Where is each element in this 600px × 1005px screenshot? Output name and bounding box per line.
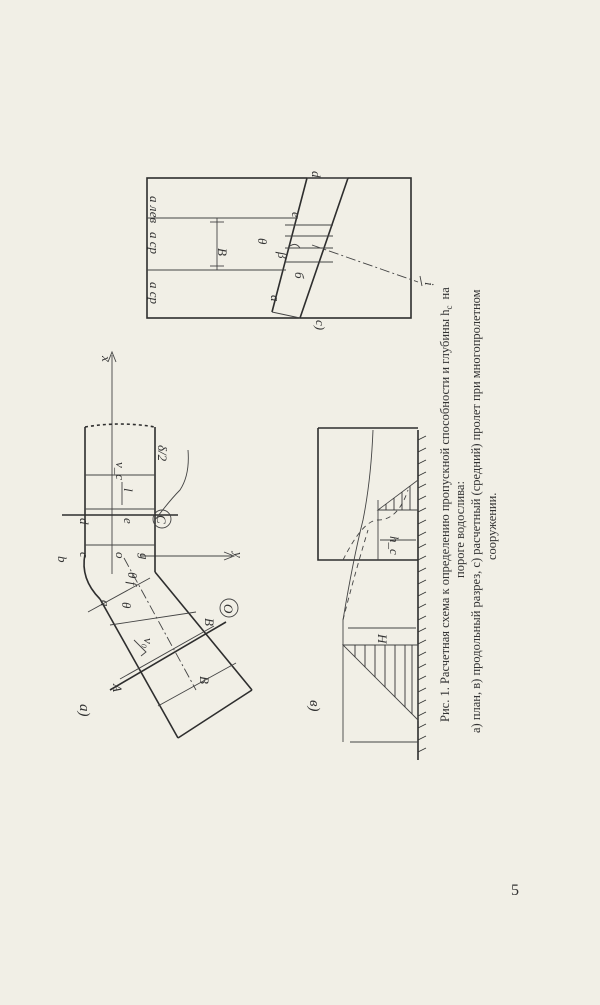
label-B-section: B bbox=[202, 618, 217, 626]
label-l: l bbox=[121, 488, 136, 492]
caption-line-1-text: Рис. 1. Расчетная схема к определению пропускной способности и глубины h bbox=[438, 309, 452, 722]
label-hc: h_c bbox=[387, 536, 402, 555]
label-theta: θ bbox=[255, 238, 270, 245]
label-o: o bbox=[113, 552, 128, 559]
page-number: 5 bbox=[511, 882, 519, 899]
label-d: d bbox=[309, 171, 324, 178]
label-c: c bbox=[77, 552, 92, 558]
label-a-sr-1: a ср bbox=[147, 232, 162, 255]
panel-a bbox=[55, 352, 252, 738]
label-B: B bbox=[215, 248, 230, 256]
panel-c-tag: c) bbox=[313, 320, 328, 331]
label-v0: v₀ bbox=[141, 638, 156, 649]
caption-line-3: а) план, в) продольный разрез, с) расчетный (средний) пролет при многопролетном bbox=[469, 289, 483, 733]
label-theta: θ bbox=[119, 602, 134, 609]
label-a: a bbox=[268, 295, 283, 302]
panel-v bbox=[306, 428, 426, 760]
caption-line-2: пороге водослива: bbox=[453, 481, 467, 578]
section-o-label: O bbox=[221, 604, 236, 614]
label-b: b bbox=[55, 556, 70, 563]
sill-left bbox=[272, 178, 307, 312]
label-i: i bbox=[422, 282, 437, 286]
label-H: H bbox=[375, 634, 390, 644]
label-a: a bbox=[98, 600, 113, 607]
y-axis-label: y bbox=[231, 552, 246, 558]
panel-c bbox=[147, 171, 437, 330]
caption-line-1 bbox=[438, 287, 454, 722]
panel-a-tag: а) bbox=[76, 704, 92, 717]
label-g: g bbox=[137, 553, 152, 560]
label-A: A bbox=[110, 684, 125, 692]
label-beta: β bbox=[275, 252, 290, 259]
section-c-label: C bbox=[154, 515, 169, 524]
label-e: e bbox=[289, 212, 304, 218]
label-theta-f: θ f bbox=[125, 572, 140, 586]
label-e: e bbox=[121, 518, 136, 524]
x-axis-label: x bbox=[99, 356, 114, 362]
label-b-small: б bbox=[292, 272, 307, 279]
label-d: d bbox=[77, 518, 92, 525]
label-a-sr-2: a ср bbox=[147, 282, 162, 305]
label-vc: v_c bbox=[113, 462, 128, 481]
panel-v-tag: в) bbox=[306, 700, 322, 712]
caption-line-1-end: на bbox=[438, 287, 452, 300]
figure-caption bbox=[438, 287, 499, 733]
caption-subscript: c bbox=[444, 305, 454, 310]
caption-line-4: сооружении. bbox=[485, 492, 499, 560]
label-delta-half: δ/2 bbox=[155, 445, 170, 462]
label-a-lev: a лев bbox=[147, 196, 162, 224]
label-B: B bbox=[197, 676, 212, 684]
